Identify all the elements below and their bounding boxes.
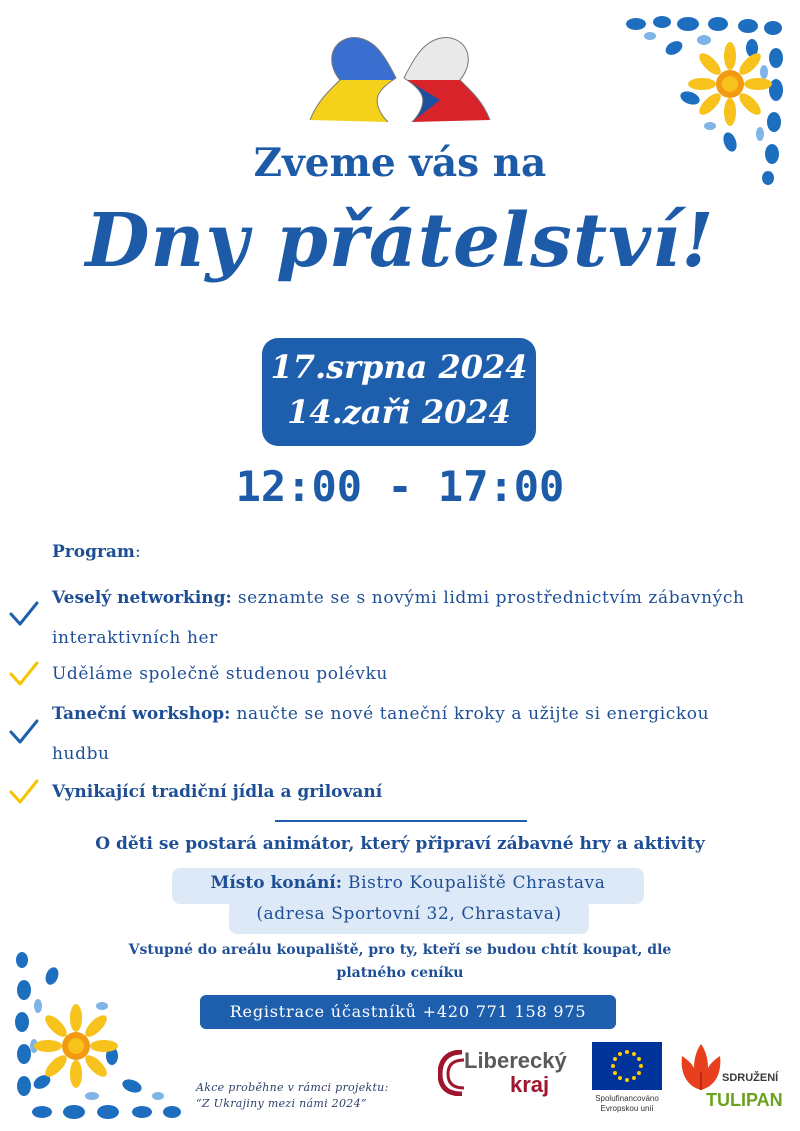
liberec-logo-text-1: Liberecký — [464, 1048, 567, 1073]
tulipan-logo-text-1: SDRUŽENÍ — [722, 1072, 779, 1084]
venue-label: Místo konání: — [210, 873, 343, 893]
program-heading — [52, 542, 141, 562]
venue-address: (adresa Sportovní 32, Chrastava) — [256, 904, 562, 924]
liberec-logo-mark-icon — [438, 1050, 466, 1096]
program-item-text: Uděláme společně studenou polévku — [52, 664, 388, 684]
venue-name: Bistro Koupaliště Chrastava — [342, 873, 606, 893]
divider — [275, 820, 527, 822]
program-item-bold: Veselý networking: — [52, 588, 232, 608]
tulipan-logo-text-2: TULIPAN — [706, 1090, 783, 1110]
program-item-text: naučte se nové taneční kroky a užijte si energickou hudbu — [52, 704, 710, 764]
check-blue-icon — [8, 600, 40, 628]
project-note-line1: Akce proběhne v rámci projektu: — [196, 1081, 389, 1094]
check-blue-icon — [8, 718, 40, 746]
liberec-logo-text-2: kraj — [510, 1072, 550, 1097]
dates-box — [262, 338, 536, 446]
program-item-text: seznamte se s novými lidmi prostřednictvím zábavných interaktivních her — [52, 588, 745, 648]
page-title: Dny přátelství! — [85, 198, 715, 284]
check-yellow-icon — [8, 660, 40, 688]
heart-hands-icon — [300, 30, 500, 125]
eu-logo-text-2: Evropskou unií — [600, 1104, 654, 1113]
entry-note-line2: platného ceníku — [336, 965, 464, 981]
program-heading-colon: : — [134, 542, 141, 562]
intro-heading: Zveme vás na — [253, 140, 547, 186]
entry-note-line1: Vstupné do areálu koupaliště, pro ty, kteří se budou chtít koupat, dle — [128, 942, 672, 958]
program-heading-label: Program — [52, 542, 135, 562]
venue-line — [172, 873, 644, 893]
registration-text: Registrace účastníků +420 771 158 975 — [229, 1002, 587, 1021]
liberec-region-logo — [438, 1046, 582, 1102]
check-yellow-icon — [8, 778, 40, 806]
event-time: 12:00 - 17:00 — [235, 462, 565, 511]
eu-flag-icon — [592, 1042, 662, 1090]
program-item-networking — [52, 578, 772, 658]
program-item-bold: Vynikající tradiční jídla a grilovaní — [52, 782, 383, 802]
kids-note: O děti se postará animátor, který připraví zábavné hry a aktivity — [95, 834, 705, 854]
eu-logo — [592, 1042, 662, 1122]
date-second: 14.zaři 2024 — [287, 393, 511, 431]
program-item-dance-workshop — [52, 694, 772, 774]
registration-box — [200, 995, 616, 1029]
tulipan-logo — [676, 1040, 788, 1116]
program-item-food — [52, 772, 772, 812]
project-note-line2: “Z Ukrajiny mezi námi 2024” — [196, 1097, 367, 1110]
date-first: 17.srpna 2024 — [270, 348, 528, 386]
program-item-soup — [52, 654, 772, 694]
program-item-bold: Taneční workshop: — [52, 704, 231, 724]
eu-logo-text-1: Spolufinancováno — [595, 1094, 659, 1103]
tulip-icon — [678, 1042, 724, 1092]
